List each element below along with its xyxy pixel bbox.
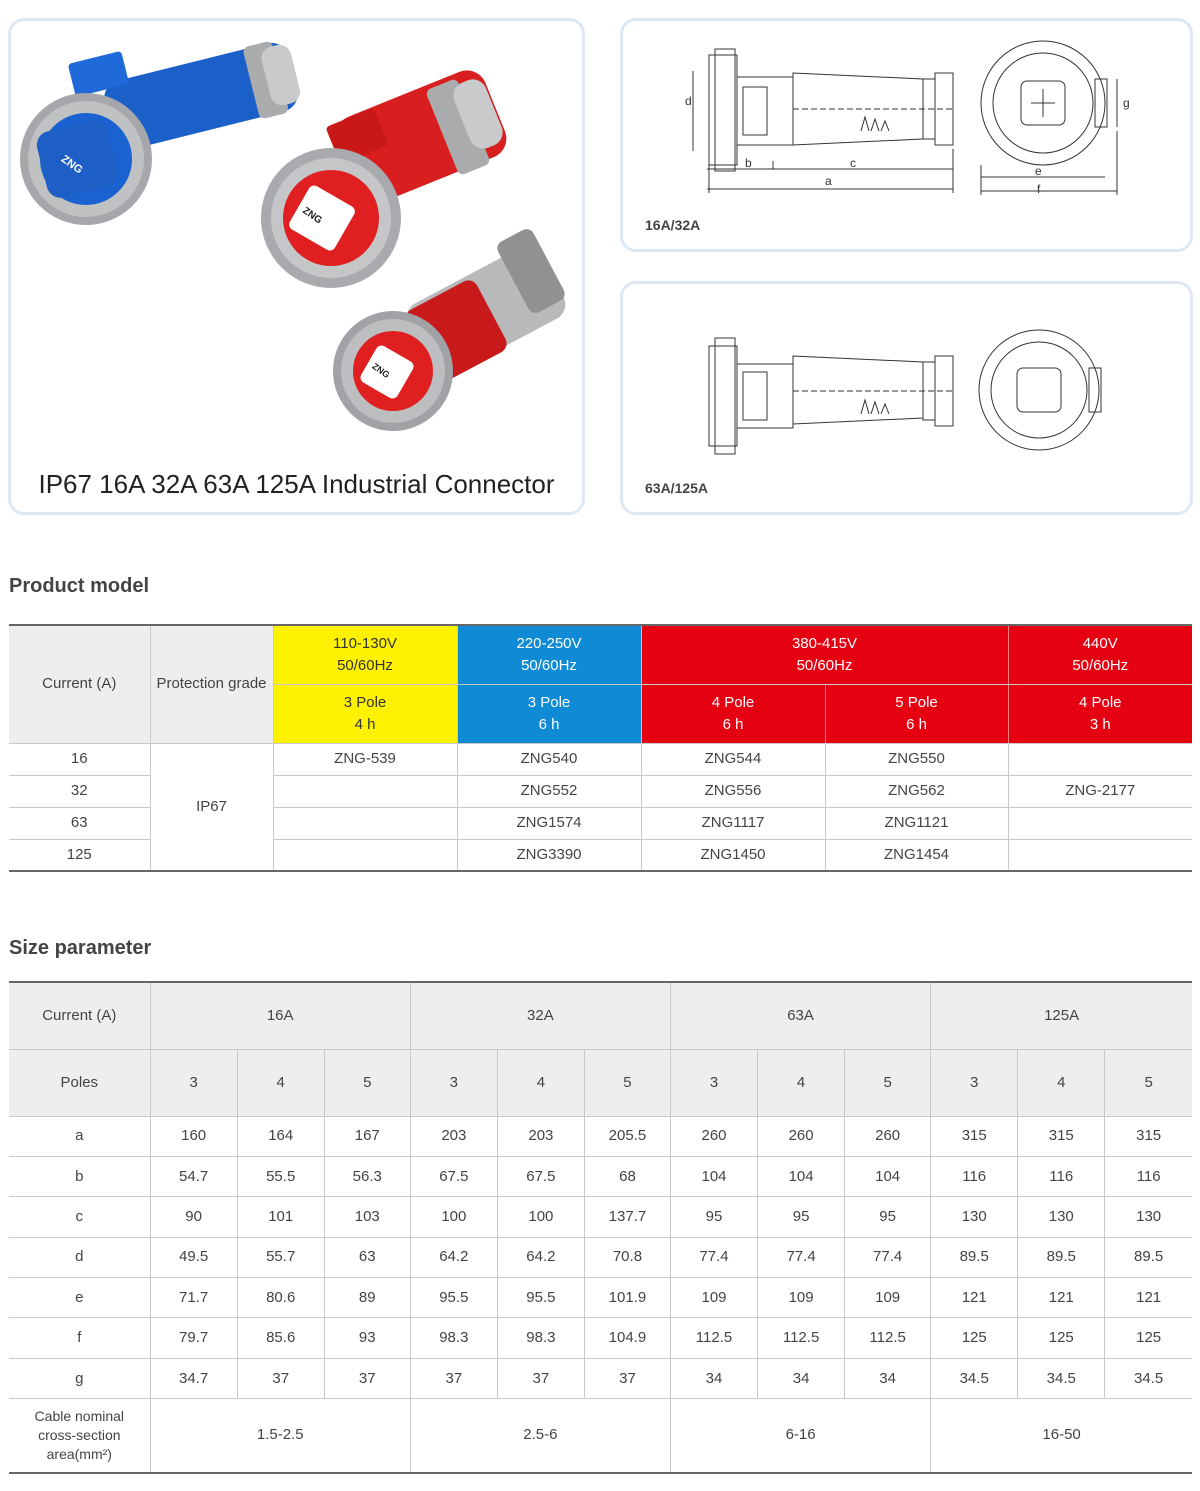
model-cell <box>273 839 457 871</box>
poles-label: Poles <box>9 1049 150 1116</box>
model-cell: ZNG-2177 <box>1008 775 1192 807</box>
pole-header-4: 5 Pole 6 h <box>825 684 1008 743</box>
dimension-value: 167 <box>324 1116 410 1156</box>
cable-value: 6-16 <box>670 1399 930 1473</box>
dimension-value: 34.5 <box>931 1358 1018 1398</box>
dimension-value: 130 <box>1018 1197 1105 1237</box>
dimension-value: 109 <box>845 1278 931 1318</box>
current-header: 63A <box>670 982 930 1049</box>
dimension-value: 116 <box>1018 1156 1105 1196</box>
dimension-value: 203 <box>410 1116 497 1156</box>
header-current: Current (A) <box>9 982 150 1049</box>
poles-row <box>9 1049 1192 1116</box>
size-header-row <box>9 982 1192 1049</box>
dimension-value: 121 <box>1105 1278 1192 1318</box>
current-cell: 16 <box>9 743 150 775</box>
dimension-value: 77.4 <box>845 1237 931 1277</box>
dimension-label: g <box>9 1358 150 1398</box>
dimension-value: 93 <box>324 1318 410 1358</box>
dimension-value: 109 <box>670 1278 757 1318</box>
dimension-value: 315 <box>931 1116 1018 1156</box>
dimension-label: d <box>9 1237 150 1277</box>
dimension-label: f <box>9 1318 150 1358</box>
model-cell: ZNG-539 <box>273 743 457 775</box>
dimension-value: 104 <box>670 1156 757 1196</box>
dimension-value: 98.3 <box>410 1318 497 1358</box>
dimension-value: 85.6 <box>237 1318 324 1358</box>
current-cell: 32 <box>9 775 150 807</box>
pole-header-2: 3 Pole 6 h <box>457 684 641 743</box>
product-photo-card <box>8 18 585 515</box>
svg-text:ZNG: ZNG <box>58 153 85 177</box>
table-row <box>9 1156 1192 1196</box>
dimension-diagram-63-125 <box>623 284 1190 474</box>
voltage-header-110: 110-130V 50/60Hz <box>273 625 457 684</box>
svg-text:f: f <box>1037 182 1041 196</box>
dimension-value: 116 <box>1105 1156 1192 1196</box>
dimension-diagram-16-32 <box>623 21 1190 211</box>
pole-count-cell: 3 <box>931 1049 1018 1116</box>
size-parameter-title: Size parameter <box>9 937 152 959</box>
pole-count-cell: 4 <box>1018 1049 1105 1116</box>
model-cell: ZNG3390 <box>457 839 641 871</box>
dimension-diagram-card-63-125 <box>620 281 1193 515</box>
model-cell: ZNG552 <box>457 775 641 807</box>
dimension-value: 125 <box>1105 1318 1192 1358</box>
dimension-value: 100 <box>410 1197 497 1237</box>
voltage-header-380: 380-415V 50/60Hz <box>641 625 1008 684</box>
table-row <box>9 1358 1192 1398</box>
pole-count-cell: 3 <box>410 1049 497 1116</box>
dimension-value: 104 <box>845 1156 931 1196</box>
dimension-value: 34 <box>670 1358 757 1398</box>
dimension-value: 95 <box>845 1197 931 1237</box>
dimension-value: 90 <box>150 1197 237 1237</box>
table-row <box>9 1278 1192 1318</box>
dimension-value: 260 <box>845 1116 931 1156</box>
pole-count-cell: 4 <box>497 1049 584 1116</box>
dimension-value: 101.9 <box>584 1278 670 1318</box>
dimension-value: 37 <box>584 1358 670 1398</box>
current-cell: 125 <box>9 839 150 871</box>
model-cell <box>1008 807 1192 839</box>
dimension-label: b <box>9 1156 150 1196</box>
pole-count-cell: 5 <box>845 1049 931 1116</box>
dimension-value: 71.7 <box>150 1278 237 1318</box>
model-cell: ZNG562 <box>825 775 1008 807</box>
dimension-value: 89 <box>324 1278 410 1318</box>
header-current: Current (A) <box>9 625 150 743</box>
current-cell: 63 <box>9 807 150 839</box>
cable-value: 16-50 <box>931 1399 1192 1473</box>
blue-connector-image <box>20 39 303 225</box>
dimension-value: 95.5 <box>497 1278 584 1318</box>
dimension-value: 98.3 <box>497 1318 584 1358</box>
dimension-value: 109 <box>758 1278 845 1318</box>
header-protection-grade: Protection grade <box>150 625 273 743</box>
dimension-value: 100 <box>497 1197 584 1237</box>
dimension-value: 112.5 <box>758 1318 845 1358</box>
dimension-value: 55.7 <box>237 1237 324 1277</box>
dimension-value: 89.5 <box>1105 1237 1192 1277</box>
pole-count-cell: 4 <box>758 1049 845 1116</box>
table-row <box>9 1197 1192 1237</box>
dimension-value: 121 <box>931 1278 1018 1318</box>
dimension-value: 64.2 <box>497 1237 584 1277</box>
dimension-value: 63 <box>324 1237 410 1277</box>
dimension-value: 49.5 <box>150 1237 237 1277</box>
dimension-value: 116 <box>931 1156 1018 1196</box>
dimension-value: 68 <box>584 1156 670 1196</box>
product-model-table <box>9 624 1192 872</box>
cable-label: Cable nominal cross-section area(mm²) <box>9 1399 150 1473</box>
pole-count-cell: 5 <box>324 1049 410 1116</box>
svg-text:ZNG: ZNG <box>370 361 392 381</box>
table-row <box>9 1116 1192 1156</box>
dimension-value: 56.3 <box>324 1156 410 1196</box>
dimension-value: 103 <box>324 1197 410 1237</box>
model-cell <box>1008 743 1192 775</box>
cable-row <box>9 1399 1192 1473</box>
voltage-header-440: 440V 50/60Hz <box>1008 625 1192 684</box>
dimension-value: 34.5 <box>1018 1358 1105 1398</box>
dimension-value: 89.5 <box>931 1237 1018 1277</box>
current-header: 32A <box>410 982 670 1049</box>
dimension-value: 121 <box>1018 1278 1105 1318</box>
dimension-value: 55.5 <box>237 1156 324 1196</box>
cable-value: 1.5-2.5 <box>150 1399 410 1473</box>
model-cell: ZNG550 <box>825 743 1008 775</box>
dimension-value: 125 <box>931 1318 1018 1358</box>
size-parameter-table <box>9 981 1192 1474</box>
cable-value: 2.5-6 <box>410 1399 670 1473</box>
dimension-value: 37 <box>237 1358 324 1398</box>
dimension-diagram-card-16-32 <box>620 18 1193 252</box>
dimension-value: 205.5 <box>584 1116 670 1156</box>
model-cell <box>273 807 457 839</box>
voltage-header-220: 220-250V 50/60Hz <box>457 625 641 684</box>
table-row <box>9 1237 1192 1277</box>
model-cell: ZNG556 <box>641 775 825 807</box>
dimension-value: 95 <box>758 1197 845 1237</box>
pole-count-cell: 3 <box>670 1049 757 1116</box>
dimension-value: 37 <box>324 1358 410 1398</box>
dimension-value: 95.5 <box>410 1278 497 1318</box>
pole-count-cell: 3 <box>150 1049 237 1116</box>
model-cell: ZNG540 <box>457 743 641 775</box>
diagram-label-63-125: 63A/125A <box>645 480 709 496</box>
dimension-value: 79.7 <box>150 1318 237 1358</box>
dimension-value: 37 <box>497 1358 584 1398</box>
dimension-value: 34 <box>845 1358 931 1398</box>
dimension-value: 160 <box>150 1116 237 1156</box>
svg-text:b: b <box>745 156 752 170</box>
model-cell <box>1008 839 1192 871</box>
dimension-value: 34 <box>758 1358 845 1398</box>
dimension-value: 125 <box>1018 1318 1105 1358</box>
pole-count-cell: 5 <box>1105 1049 1192 1116</box>
dimension-label: c <box>9 1197 150 1237</box>
protection-cell: IP67 <box>150 743 273 871</box>
dimension-value: 67.5 <box>497 1156 584 1196</box>
dimension-value: 89.5 <box>1018 1237 1105 1277</box>
dimension-value: 54.7 <box>150 1156 237 1196</box>
svg-text:d: d <box>685 94 692 108</box>
dimension-value: 130 <box>1105 1197 1192 1237</box>
model-cell: ZNG544 <box>641 743 825 775</box>
model-cell: ZNG1450 <box>641 839 825 871</box>
dimension-value: 315 <box>1105 1116 1192 1156</box>
pole-header-3: 4 Pole 6 h <box>641 684 825 743</box>
pole-count-cell: 4 <box>237 1049 324 1116</box>
dimension-label: e <box>9 1278 150 1318</box>
dimension-value: 315 <box>1018 1116 1105 1156</box>
svg-text:e: e <box>1035 164 1042 178</box>
dimension-value: 77.4 <box>670 1237 757 1277</box>
model-cell: ZNG1574 <box>457 807 641 839</box>
dimension-value: 67.5 <box>410 1156 497 1196</box>
dimension-value: 64.2 <box>410 1237 497 1277</box>
dimension-value: 130 <box>931 1197 1018 1237</box>
diagram-label-16-32: 16A/32A <box>645 217 701 233</box>
dimension-value: 80.6 <box>237 1278 324 1318</box>
dimension-value: 77.4 <box>758 1237 845 1277</box>
model-cell <box>273 775 457 807</box>
dimension-value: 37 <box>410 1358 497 1398</box>
connector-photo <box>11 21 582 451</box>
table-row <box>9 1318 1192 1358</box>
pole-count-cell: 5 <box>584 1049 670 1116</box>
svg-text:g: g <box>1123 96 1130 110</box>
dimension-value: 70.8 <box>584 1237 670 1277</box>
product-caption: IP67 16A 32A 63A 125A Industrial Connector <box>38 469 555 499</box>
dimension-value: 104 <box>758 1156 845 1196</box>
model-cell: ZNG1117 <box>641 807 825 839</box>
current-header: 16A <box>150 982 410 1049</box>
model-cell: ZNG1121 <box>825 807 1008 839</box>
dimension-value: 260 <box>758 1116 845 1156</box>
dimension-value: 260 <box>670 1116 757 1156</box>
dimension-value: 34.5 <box>1105 1358 1192 1398</box>
dimension-value: 203 <box>497 1116 584 1156</box>
dimension-value: 112.5 <box>670 1318 757 1358</box>
dimension-label: a <box>9 1116 150 1156</box>
svg-text:a: a <box>825 174 832 188</box>
dimension-value: 34.7 <box>150 1358 237 1398</box>
pole-header-5: 4 Pole 3 h <box>1008 684 1192 743</box>
dimension-value: 112.5 <box>845 1318 931 1358</box>
current-header: 125A <box>931 982 1192 1049</box>
dimension-value: 104.9 <box>584 1318 670 1358</box>
dimension-value: 95 <box>670 1197 757 1237</box>
model-cell: ZNG1454 <box>825 839 1008 871</box>
svg-text:c: c <box>850 156 856 170</box>
svg-text:ZNG: ZNG <box>300 205 324 227</box>
pole-header-1: 3 Pole 4 h <box>273 684 457 743</box>
red-connector-image <box>261 64 512 288</box>
dimension-value: 101 <box>237 1197 324 1237</box>
product-model-title: Product model <box>9 575 150 597</box>
dimension-value: 164 <box>237 1116 324 1156</box>
table-row <box>9 743 1192 775</box>
dimension-value: 137.7 <box>584 1197 670 1237</box>
